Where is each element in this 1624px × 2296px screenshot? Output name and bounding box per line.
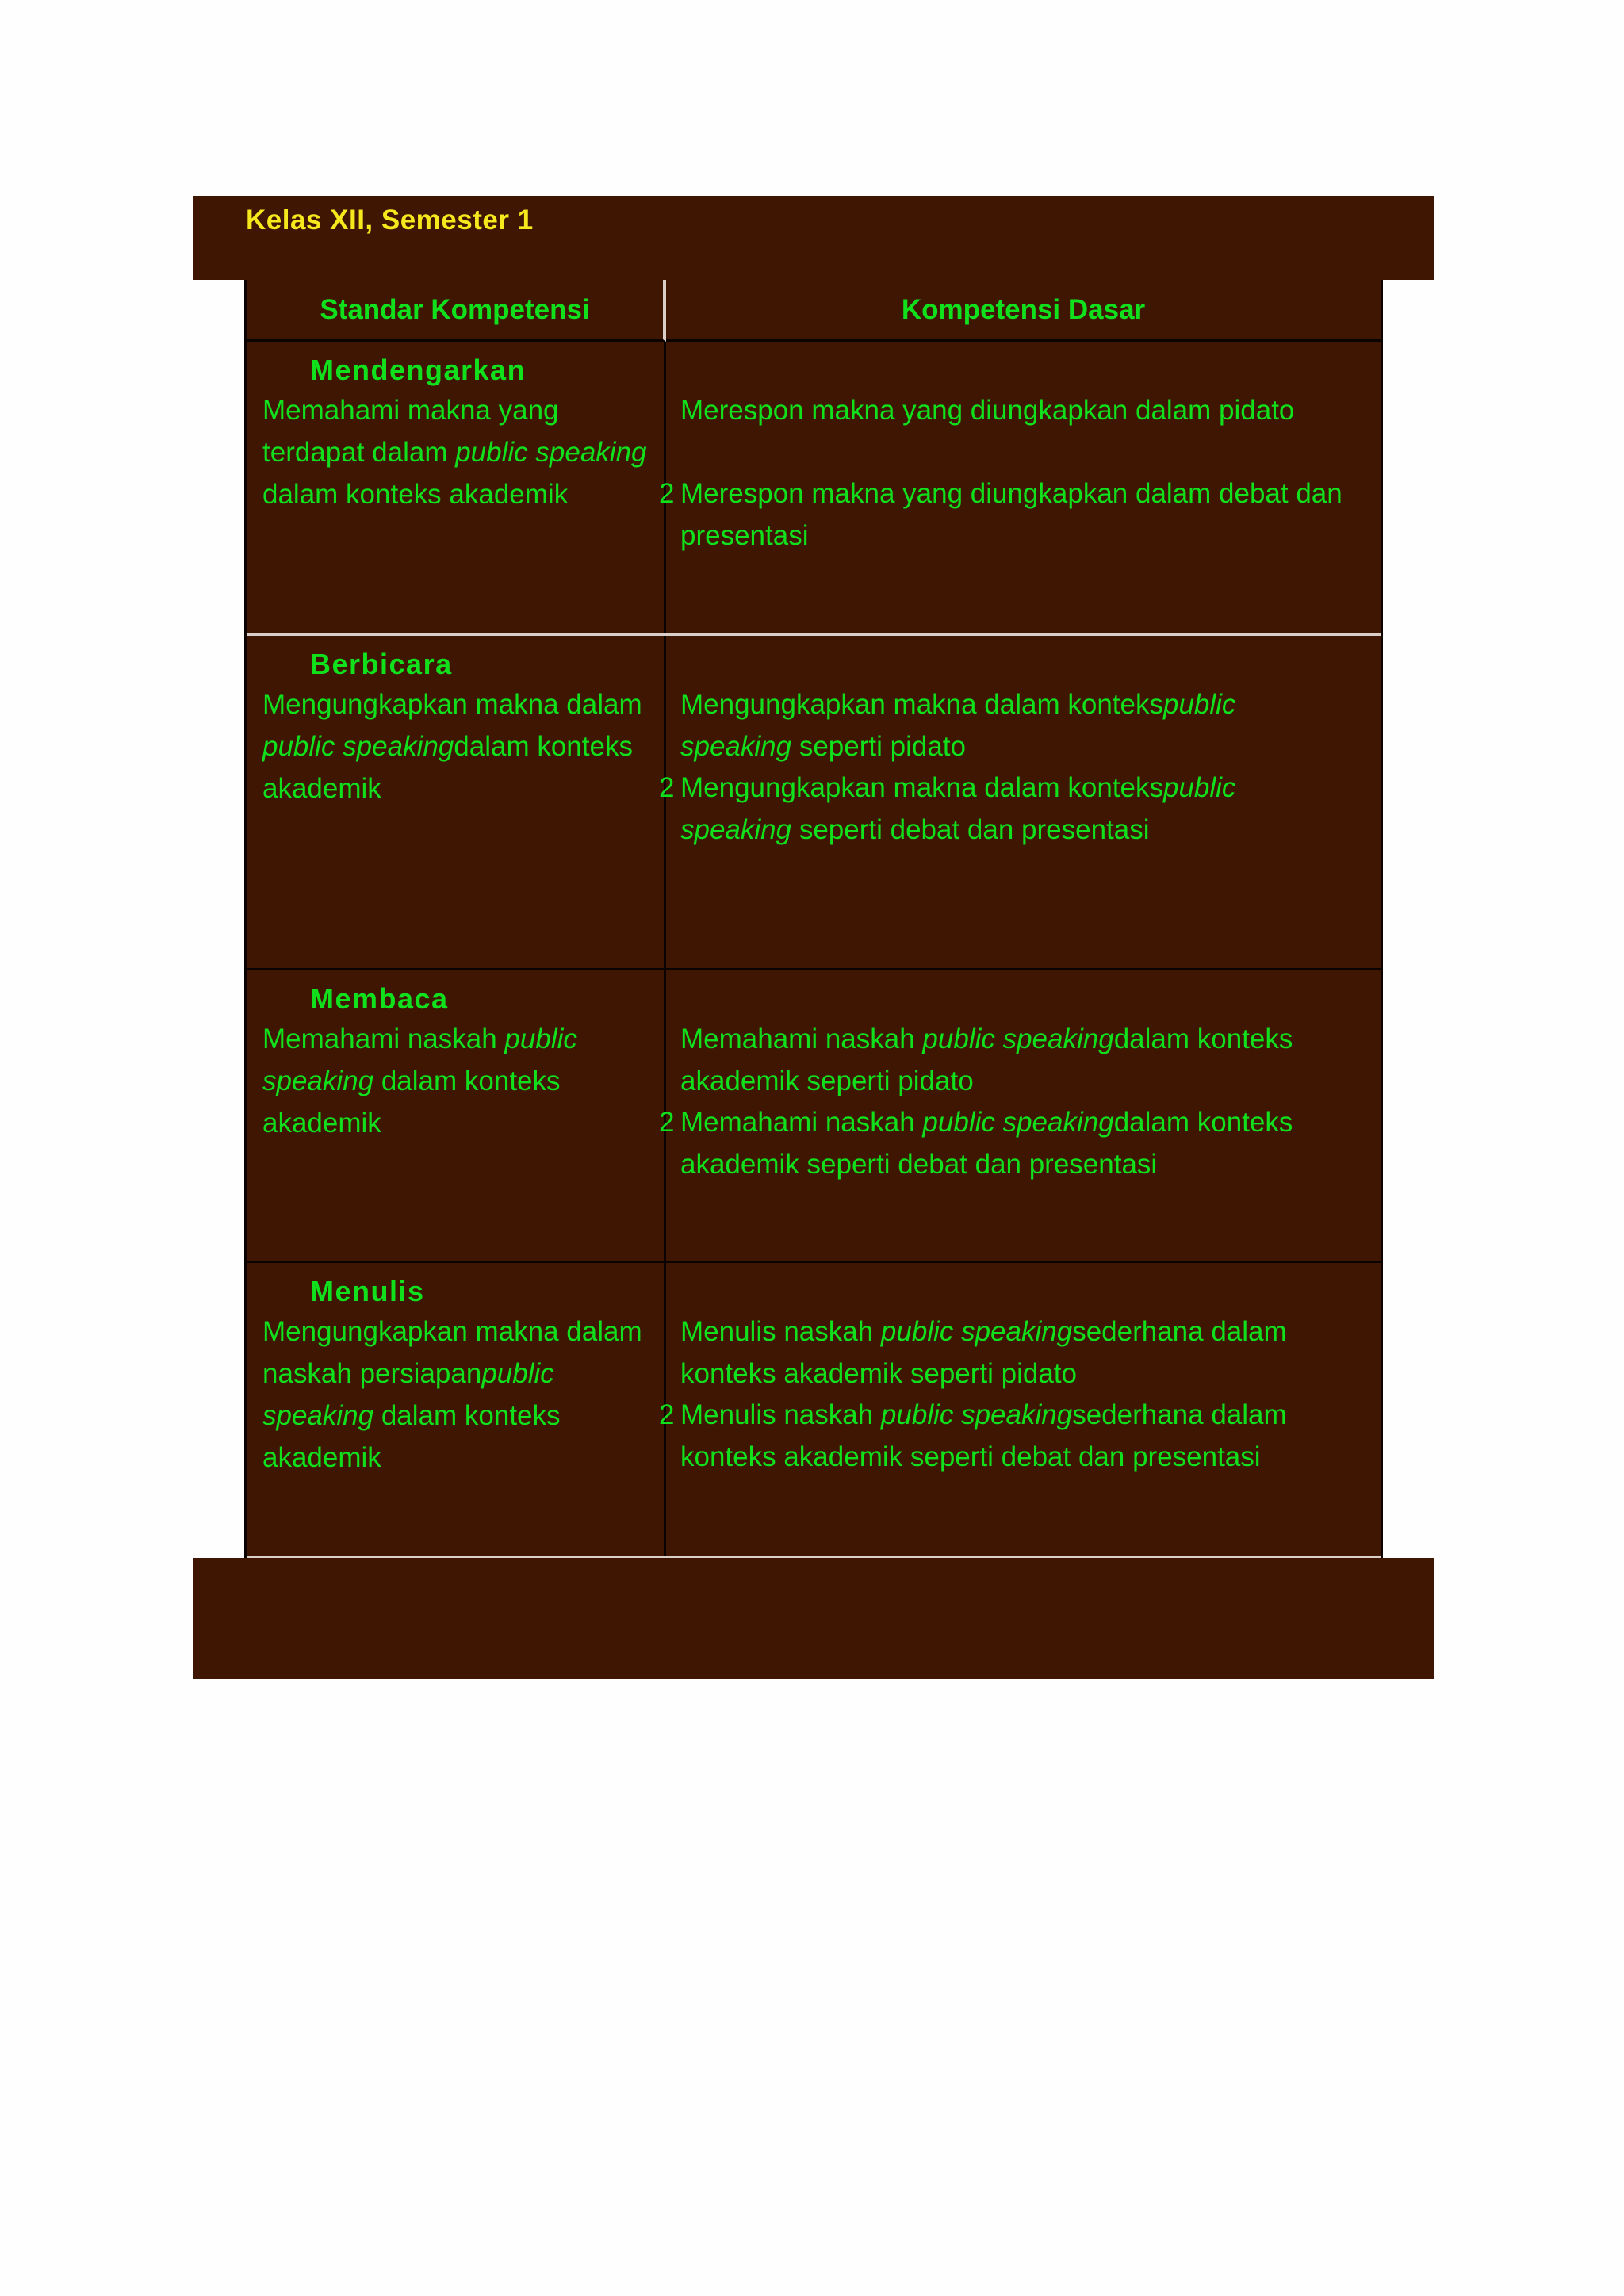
row-divider [247, 968, 1381, 970]
basic-competency-item: Merespon makna yang diungkapkan dalam debat dan presentasi [680, 478, 1342, 551]
column-divider [664, 342, 666, 1558]
standard-text: Mengungkapkan makna dalam public speakingdalam konteks akademik [262, 689, 642, 804]
skill-title: Menulis [310, 1275, 425, 1307]
skill-title: Mendengarkan [310, 354, 527, 386]
standard-text: Memahami naskah public speaking dalam konteks akademik [262, 1024, 577, 1138]
item-number: 2 [659, 772, 675, 803]
row-divider [247, 633, 1381, 636]
basic-competency-item: Menulis naskah public speakingsederhana dalam konteks akademik seperti pidato [680, 1316, 1287, 1389]
header-standar-kompetensi: Standar Kompetensi [247, 280, 666, 342]
skill-title: Berbicara [310, 648, 453, 680]
basic-competency-item: Menulis naskah public speakingsederhana dalam konteks akademik seperti debat dan presentasi [680, 1399, 1287, 1472]
basic-competency-item: Memahami naskah public speakingdalam konteks akademik seperti debat dan presentasi [680, 1107, 1293, 1180]
basic-competency-item: Mengungkapkan makna dalam kontekspublic speaking seperti debat dan presentasi [680, 772, 1236, 845]
item-number: 2 [659, 478, 675, 509]
standard-text: Mengungkapkan makna dalam naskah persiapanpublic speaking dalam konteks akademik [262, 1316, 642, 1473]
basic-competency-item: Memahami naskah public speakingdalam konteks akademik seperti pidato [680, 1024, 1293, 1096]
skill-title: Membaca [310, 982, 449, 1015]
item-number: 2 [659, 1399, 675, 1430]
header-kompetensi-dasar: Kompetensi Dasar [666, 280, 1381, 342]
basic-competency-item: Mengungkapkan makna dalam kontekspublic speaking seperti pidato [680, 689, 1236, 762]
page-title: Kelas XII, Semester 1 [246, 205, 534, 235]
bottom-band [193, 1558, 1434, 1679]
item-number: 2 [659, 1107, 675, 1138]
row-divider [247, 1261, 1381, 1263]
competency-table [244, 280, 1383, 1558]
standard-text: Memahami makna yang terdapat dalam public speaking dalam konteks akademik [262, 395, 647, 510]
basic-competency-item: Merespon makna yang diungkapkan dalam pidato [680, 395, 1295, 426]
